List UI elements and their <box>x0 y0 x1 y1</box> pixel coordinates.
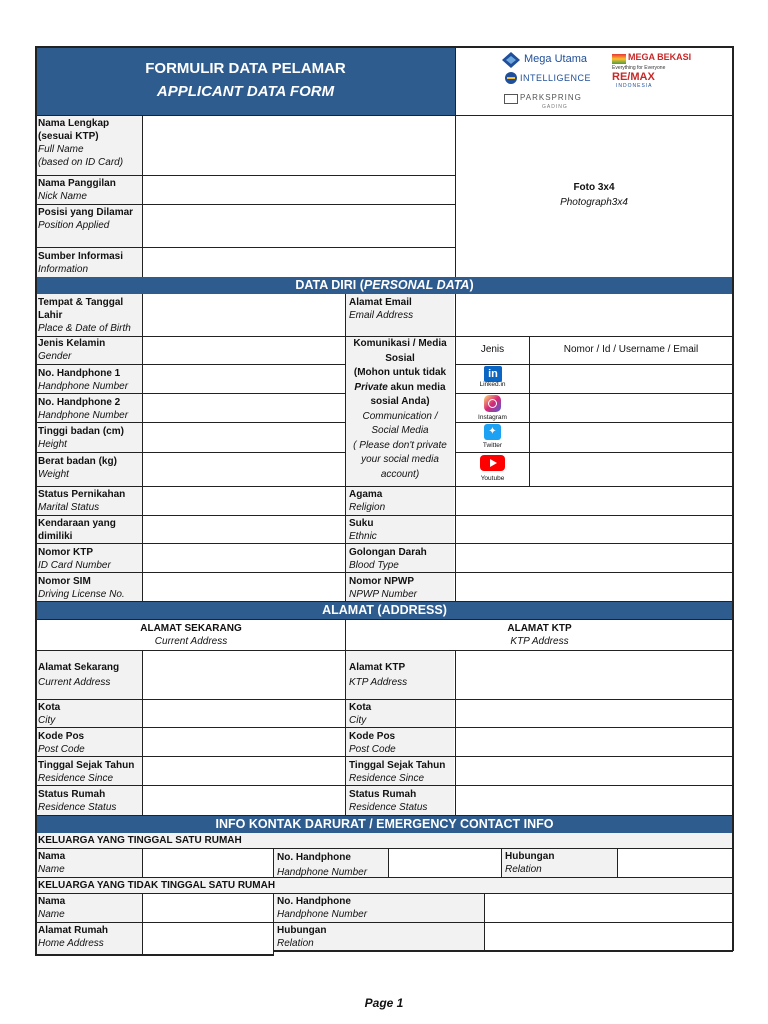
current-status-field[interactable] <box>143 786 345 815</box>
current-address-heading: ALAMAT SEKARANG Current Address <box>140 623 242 647</box>
label-em2-home: Alamat Rumah Home Address <box>38 925 109 949</box>
label-ktp-since: Tinggal Sejak Tahun Residence Since <box>349 760 446 784</box>
emergency-other-house-heading: KELUARGA YANG TIDAK TINGGAL SATU RUMAH <box>38 880 276 891</box>
npwp-field[interactable] <box>456 573 732 601</box>
linkedin-label: Linked.in <box>479 381 506 388</box>
twitter-field[interactable] <box>530 423 732 452</box>
logo-remax: RE/MAX <box>612 71 655 83</box>
em1-relation-field[interactable] <box>618 849 732 876</box>
label-ktp-address: Alamat KTP KTP Address <box>349 662 408 688</box>
label-handphone-2: No. Handphone 2 Handphone Number <box>38 397 129 421</box>
em2-relation-field[interactable] <box>485 923 732 950</box>
parkspring-mark-icon <box>504 94 518 104</box>
nick-name-field[interactable] <box>143 176 454 204</box>
ethnic-field[interactable] <box>456 516 732 543</box>
label-information-source: Sumber Informasi Information <box>38 251 124 275</box>
section-emergency: INFO KONTAK DARURAT / EMERGENCY CONTACT INFO <box>36 816 733 833</box>
logo-remax-country: INDONESIA <box>616 83 653 89</box>
label-em1-name: Nama Name <box>38 851 66 875</box>
instagram-label: Instagram <box>478 414 507 421</box>
label-handphone-1: No. Handphone 1 Handphone Number <box>38 368 129 392</box>
position-applied-field[interactable] <box>143 205 454 247</box>
page-number: Page 1 <box>364 996 404 1010</box>
height-field[interactable] <box>143 423 345 452</box>
sim-number-field[interactable] <box>143 573 345 601</box>
em1-phone-field[interactable] <box>389 849 501 876</box>
current-postcode-field[interactable] <box>143 728 345 756</box>
label-birth: Tempat & Tanggal Lahir Place & Date of Birth <box>38 297 131 334</box>
logo-mega-bekasi-tagline: Everything for Everyone <box>612 65 666 71</box>
logo-parkspring: PARKSPRING <box>520 93 582 102</box>
label-ktp-city: Kota City <box>349 702 372 726</box>
birth-field[interactable] <box>143 295 345 335</box>
current-since-field[interactable] <box>143 757 345 785</box>
marital-status-field[interactable] <box>143 487 345 515</box>
label-current-city: Kota City <box>38 702 61 726</box>
photo-box[interactable] <box>456 116 732 276</box>
label-current-status: Status Rumah Residence Status <box>38 789 117 813</box>
label-sim-number: Nomor SIM Driving License No. <box>38 576 125 600</box>
label-ktp-number: Nomor KTP ID Card Number <box>38 547 111 571</box>
logo-area <box>456 47 733 115</box>
label-weight: Berat badan (kg) Weight <box>38 456 117 480</box>
religion-field[interactable] <box>456 487 732 515</box>
em2-phone-field[interactable] <box>485 894 732 921</box>
handphone-2-field[interactable] <box>143 394 345 422</box>
label-em2-phone: No. Handphone Handphone Number <box>277 896 368 920</box>
email-field[interactable] <box>456 295 732 335</box>
section-address: ALAMAT (ADDRESS) <box>36 602 733 619</box>
em2-name-field[interactable] <box>143 894 273 921</box>
label-em2-relation: Hubungan Relation <box>277 925 327 949</box>
header-title-block <box>36 47 455 115</box>
label-marital-status: Status Pernikahan Marital Status <box>38 489 126 513</box>
emergency-same-house-heading: KELUARGA YANG TINGGAL SATU RUMAH <box>38 835 242 846</box>
label-em1-relation: Hubungan Relation <box>505 851 555 875</box>
section-personal-data: DATA DIRI (PERSONAL DATA) <box>36 277 733 294</box>
current-address-field[interactable] <box>143 651 345 698</box>
youtube-icon <box>480 455 505 471</box>
social-media-label: Komunikasi / Media Sosial (Mohon untuk tidak Private akun media sosial Anda) Communication / Social Media ( Please don't private your social media account) <box>353 338 447 480</box>
youtube-field[interactable] <box>530 453 732 485</box>
em2-home-field[interactable] <box>143 923 273 954</box>
current-city-field[interactable] <box>143 700 345 727</box>
ktp-city-field[interactable] <box>456 700 732 727</box>
twitter-icon: ✦ <box>484 424 501 440</box>
intelligence-logo-icon <box>504 71 518 85</box>
label-ktp-status: Status Rumah Residence Status <box>349 789 428 813</box>
ktp-postcode-field[interactable] <box>456 728 732 756</box>
handphone-1-field[interactable] <box>143 365 345 393</box>
label-current-postcode: Kode Pos Post Code <box>38 731 85 755</box>
social-col-account: Nomor / Id / Username / Email <box>563 344 699 355</box>
label-vehicle: Kendaraan yang dimiliki <box>38 518 116 542</box>
twitter-label: Twitter <box>482 442 503 449</box>
label-religion: Agama Religion <box>349 489 386 513</box>
label-current-address: Alamat Sekarang Current Address <box>38 662 120 688</box>
logo-mega-utama: Mega Utama <box>524 53 587 65</box>
label-email: Alamat Email Email Address <box>349 297 414 321</box>
linkedin-field[interactable] <box>530 365 732 393</box>
gender-field[interactable] <box>143 337 345 364</box>
ktp-number-field[interactable] <box>143 544 345 572</box>
ktp-since-field[interactable] <box>456 757 732 785</box>
social-col-type: Jenis <box>480 344 505 355</box>
full-name-field[interactable] <box>143 116 454 175</box>
youtube-label: Youtube <box>480 475 505 482</box>
instagram-field[interactable] <box>530 394 732 422</box>
ktp-address-heading: ALAMAT KTP KTP Address <box>507 623 572 647</box>
form-title-en: APPLICANT DATA FORM <box>156 83 335 100</box>
label-ktp-postcode: Kode Pos Post Code <box>349 731 396 755</box>
label-full-name: Nama Lengkap (sesuai KTP) Full Name (based on ID Card) <box>38 118 124 168</box>
label-current-since: Tinggal Sejak Tahun Residence Since <box>38 760 135 784</box>
instagram-icon <box>484 395 501 412</box>
mega-bekasi-mark-icon <box>612 54 626 64</box>
form-title-id: FORMULIR DATA PELAMAR <box>145 60 346 77</box>
label-npwp: Nomor NPWP NPWP Number <box>349 576 417 600</box>
vehicle-field[interactable] <box>143 516 345 543</box>
ktp-address-field[interactable] <box>456 651 732 698</box>
logo-mega-bekasi: MEGA BEKASI <box>628 52 692 62</box>
em1-name-field[interactable] <box>143 849 273 876</box>
label-em1-phone: No. Handphone Handphone Number <box>277 852 368 878</box>
information-source-field[interactable] <box>143 248 454 276</box>
label-nick-name: Nama Panggilan Nick Name <box>38 178 116 202</box>
label-em2-name: Nama Name <box>38 896 66 920</box>
label-blood-type: Golongan Darah Blood Type <box>349 547 427 571</box>
logo-parkspring-sub: GADING <box>542 104 568 110</box>
weight-field[interactable] <box>143 453 345 485</box>
label-height: Tinggi badan (cm) Height <box>38 426 124 450</box>
photo-sub-label: Photograph3x4 <box>560 197 628 208</box>
label-position-applied: Posisi yang Dilamar Position Applied <box>38 207 134 231</box>
blood-type-field[interactable] <box>456 544 732 572</box>
logo-intelligence: INTELLIGENCE <box>520 73 592 83</box>
linkedin-icon: in <box>484 366 502 382</box>
label-gender: Jenis Kelamin Gender <box>38 338 106 362</box>
ktp-status-field[interactable] <box>456 786 732 815</box>
photo-label: Foto 3x4 <box>573 182 615 193</box>
mega-utama-logo-icon <box>502 52 520 68</box>
label-ethnic: Suku Ethnic <box>349 518 377 542</box>
